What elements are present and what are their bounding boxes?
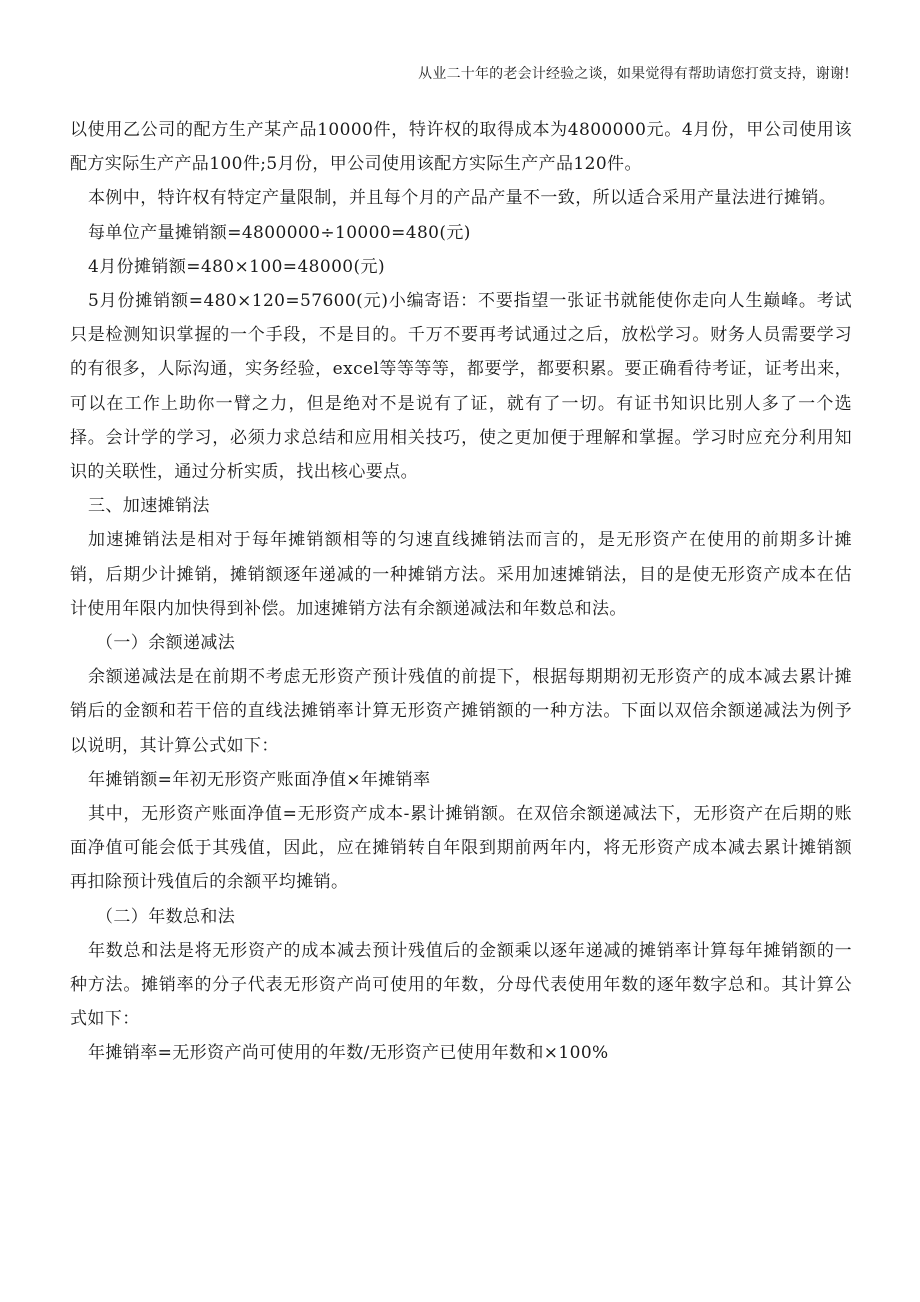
- paragraph-sum-of-years: 年数总和法是将无形资产的成本减去预计残值后的金额乘以逐年递减的摊销率计算每年摊销额的一种方法。摊销率的分子代表无形资产尚可使用的年数，分母代表使用年数的逐年数字总和。其计算公式如下：: [70, 940, 852, 1030]
- paragraph-accelerated: 加速摊销法是相对于每年摊销额相等的匀速直线摊销法而言的，是无形资产在使用的前期多计摊销，后期少计摊销，摊销额逐年递减的一种摊销方法。采用加速摊销法，目的是使无形资产成本在估计使用年限内加快得到补偿。加速摊销方法有余额递减法和年数总和法。: [70, 530, 852, 619]
- formula-april: 4月份摊销额=480×100=48000(元): [88, 256, 385, 277]
- paragraph-1: 以使用乙公司的配方生产某产品10000件，特许权的取得成本为4800000元。4月份，甲公司使用该配方实际生产产品100件;5月份，甲公司使用该配方实际生产产品120件。: [70, 120, 852, 175]
- formula-annual-amortization: 年摊销额=年初无形资产账面净值×年摊销率: [88, 769, 431, 790]
- paragraph-may-and-note: 5月份摊销额=480×120=57600(元)小编寄语：不要指望一张证书就能使你走向人生巅峰。考试只是检测知识掌握的一个手段，不是目的。千万不要再考试通过之后，放松学习。财务人员需要学习的有很多，人际沟通，实务经验，excel等等等等，都要学，都要积累。要正确看待考证，证考出来，可以在工作上助你一臂之力，但是绝对不是说有了证，就有了一切。有证书知识比别人多了一个选择。会计学的学习，必须力求总结和应用相关技巧，使之更加便于理解和掌握。学习时应充分利用知识的关联性，通过分析实质，找出核心要点。: [70, 291, 852, 483]
- paragraph-2: 本例中，特许权有特定产量限制，并且每个月的产品产量不一致，所以适合采用产量法进行摊销。: [88, 188, 837, 209]
- paragraph-declining-balance: 余额递减法是在前期不考虑无形资产预计残值的前提下，根据每期期初无形资产的成本减去累计摊销后的金额和若干倍的直线法摊销率计算无形资产摊销额的一种方法。下面以双倍余额递减法为例予以说明，其计算公式如下：: [70, 667, 852, 756]
- subheading-declining-balance: （一）余额递减法: [96, 633, 236, 654]
- subheading-sum-of-years: （二）年数总和法: [96, 906, 236, 927]
- section-heading-accelerated: 三、加速摊销法: [88, 496, 210, 517]
- paragraph-book-value: 其中，无形资产账面净值=无形资产成本-累计摊销额。在双倍余额递减法下，无形资产在后期的账面净值可能会低于其残值，因此，应在摊销转自年限到期前两年内，将无形资产成本减去累计摊销额再扣除预计残值后的余额平均摊销。: [70, 804, 852, 893]
- header-note: 从业二十年的老会计经验之谈，如果觉得有帮助请您打赏支持，谢谢!: [418, 66, 850, 82]
- document-body: [70, 113, 852, 1071]
- formula-unit-amortization: 每单位产量摊销额=4800000÷10000=480(元): [88, 222, 471, 243]
- formula-amortization-rate: 年摊销率=无形资产尚可使用的年数/无形资产已使用年数和×100%: [88, 1043, 609, 1064]
